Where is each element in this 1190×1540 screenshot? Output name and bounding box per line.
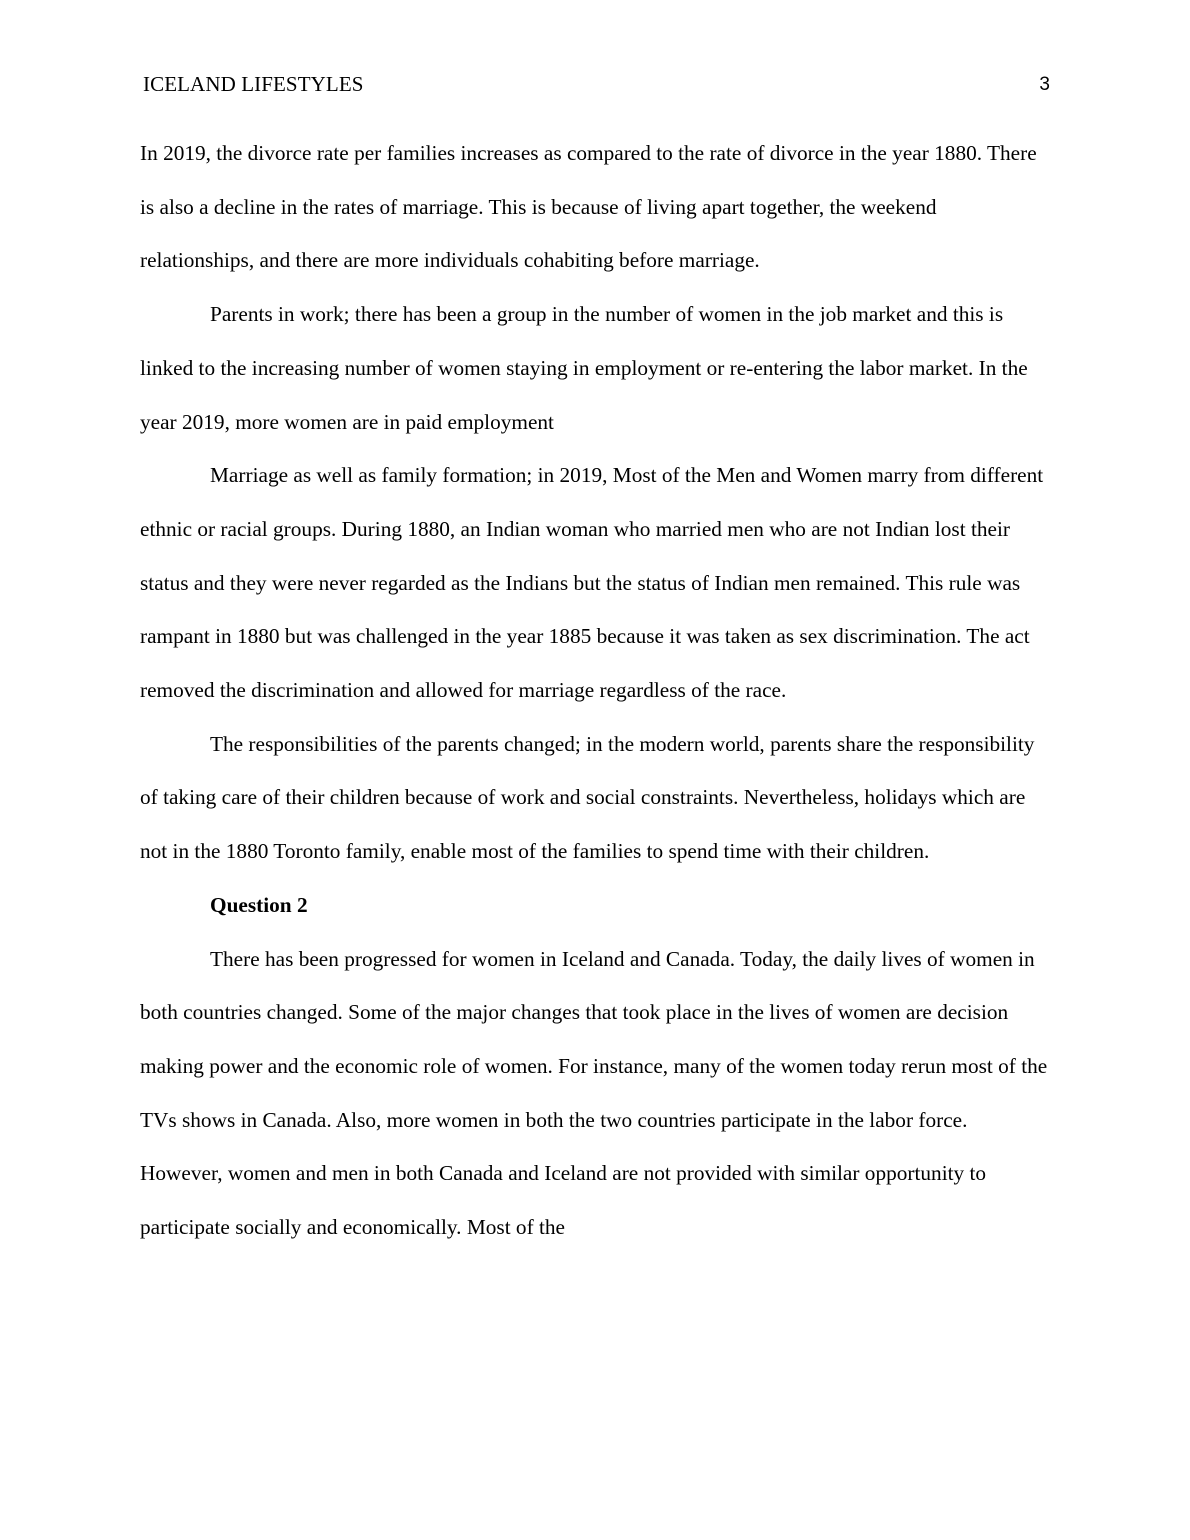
paragraph-marriage-family-formation: Marriage as well as family formation; in 2019, Most of the Men and Women marry from different ethnic or racial groups. During 1880, an Indian woman who married men who are not Indian lost their status and they were never regarded as the Indians but the status of Indian men remained. This rule was rampant in 1880 but was challenged in the year 1885 because it was taken as sex discrimination. The act removed the discrimination and allowed for marriage regardless of the race.: [140, 463, 1044, 703]
paragraph-parent-responsibilities: The responsibilities of the parents changed; in the modern world, parents share the responsibility of taking care of their children because of work and social constraints. Nevertheless, holidays which are not in the 1880 Toronto family, enable most of the families to spend time with their children.: [140, 731, 1035, 864]
page-number: 3: [1039, 74, 1050, 95]
paragraph-parents-in-work: Parents in work; there has been a group in the number of women in the job market and this is linked to the increasing number of women staying in employment or re-entering the labor market. In the year 2019, more women are in paid employment: [140, 302, 1028, 434]
paragraph-divorce-rates: In 2019, the divorce rate per families increases as compared to the rate of divorce in the year 1880. There is also a decline in the rates of marriage. This is because of living apart together, the weekend relationships, and there are more individuals cohabiting before marriage.: [140, 141, 1037, 273]
paragraph-women-progress: There has been progressed for women in Iceland and Canada. Today, the daily lives of women in both countries changed. Some of the major changes that took place in the lives of women are decision making power and the economic role of women. For instance, many of the women today rerun most of the TVs shows in Canada. Also, more women in both the two countries participate in the labor force. However, women and men in both Canada and Iceland are not provided with similar opportunity to participate socially and economically. Most of the: [140, 946, 1048, 1240]
running-head: ICELAND LIFESTYLES: [143, 72, 364, 96]
section-heading: Question 2: [210, 892, 308, 917]
body-text: [140, 127, 1050, 1255]
